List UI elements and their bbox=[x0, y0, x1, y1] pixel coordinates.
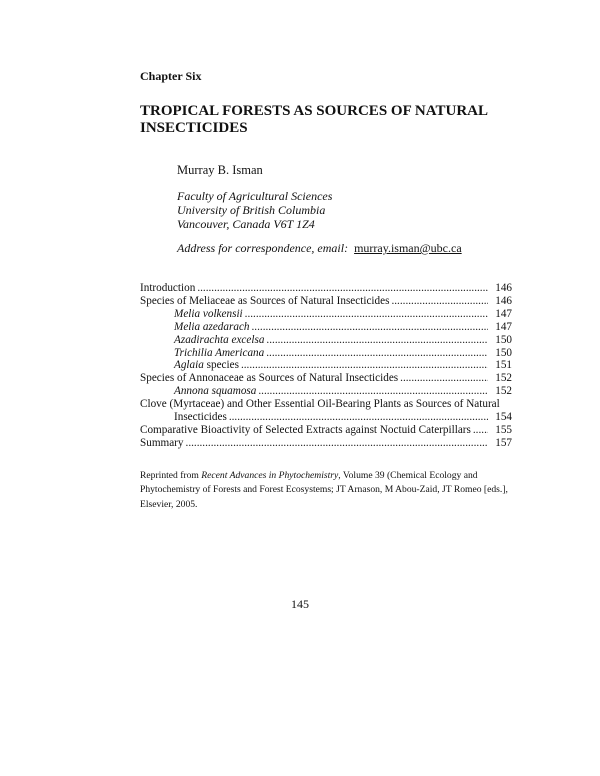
toc-entry-page: 146 bbox=[495, 282, 512, 294]
toc-entry[interactable] bbox=[140, 359, 512, 372]
affiliation-line: Faculty of Agricultural Sciences bbox=[177, 189, 333, 203]
affiliation-line: University of British Columbia bbox=[177, 203, 326, 217]
title-line-2: INSECTICIDES bbox=[140, 120, 248, 136]
affiliation bbox=[177, 189, 332, 231]
toc-entry-title: Melia volkensii bbox=[174, 307, 243, 320]
toc-entry-title: Introduction bbox=[140, 282, 196, 294]
toc-entry[interactable] bbox=[140, 424, 512, 437]
toc-entry[interactable] bbox=[140, 437, 512, 450]
email-link[interactable]: murray.isman@ubc.ca bbox=[354, 241, 462, 255]
toc-entry-page: 150 bbox=[495, 346, 512, 359]
toc-entry-page: 151 bbox=[495, 359, 512, 372]
toc-entry-title: Species of Meliaceae as Sources of Natural Insecticides bbox=[140, 294, 390, 307]
toc-genus: Aglaia bbox=[174, 359, 204, 372]
toc-entry-title: Species of Annonaceae as Sources of Natural Insecticides bbox=[140, 372, 399, 385]
toc-entry[interactable] bbox=[140, 372, 512, 385]
toc-entry-page: 146 bbox=[495, 294, 512, 307]
toc-entry-page: 147 bbox=[495, 307, 512, 320]
toc-entry-page: 157 bbox=[495, 436, 512, 449]
toc-entry[interactable] bbox=[140, 334, 512, 347]
toc-entry-title: Annona squamosa bbox=[174, 385, 257, 398]
toc-entry-title bbox=[174, 359, 239, 372]
chapter-title bbox=[140, 103, 540, 137]
toc-entry[interactable] bbox=[140, 321, 512, 334]
toc-entry[interactable] bbox=[140, 385, 512, 398]
correspondence bbox=[177, 241, 462, 256]
toc-entry-title: Comparative Bioactivity of Selected Extracts against Noctuid Caterpillars bbox=[140, 423, 471, 436]
correspondence-label: Address for correspondence, email: bbox=[177, 241, 349, 255]
title-line-1: TROPICAL FORESTS AS SOURCES OF NATURAL bbox=[140, 103, 488, 119]
toc-entry[interactable] bbox=[140, 308, 512, 321]
page-number: 145 bbox=[291, 597, 309, 611]
toc-entry-title: Trichilia Americana bbox=[174, 346, 265, 359]
toc-entry-title: Melia azedarach bbox=[174, 320, 250, 333]
reprint-prefix: Reprinted from bbox=[140, 470, 202, 481]
author-name: Murray B. Isman bbox=[177, 163, 263, 177]
reprint-details: , Volume 39 (Chemical Ecology and Phytochemistry of Forests and Forest Ecosystems; JT Arnason, M Abou-Zaid, JT Romeo [eds.], Elsevier, 2005. bbox=[140, 470, 508, 510]
affiliation-line: Vancouver, Canada V6T 1Z4 bbox=[177, 217, 315, 231]
toc-entry[interactable] bbox=[140, 295, 512, 308]
toc-entry-page: 155 bbox=[495, 423, 512, 436]
toc-entry-page: 150 bbox=[495, 333, 512, 346]
toc-entry[interactable] bbox=[140, 347, 512, 360]
toc-entry-page: 152 bbox=[495, 385, 512, 398]
toc-entry-title: Azadirachta excelsa bbox=[174, 333, 265, 346]
chapter-label: Chapter Six bbox=[140, 69, 202, 83]
toc-entry-title: Summary bbox=[140, 436, 184, 449]
reprint-note bbox=[140, 469, 520, 512]
toc-entry-continuation: Insecticides bbox=[174, 411, 227, 424]
toc-entry[interactable] bbox=[140, 398, 512, 424]
toc-entry-title: Clove (Myrtaceae) and Other Essential Oil-Bearing Plants as Sources of Natural bbox=[140, 398, 500, 411]
toc-entry-page: 152 bbox=[495, 372, 512, 385]
reprint-source: Recent Advances in Phytochemistry bbox=[201, 470, 339, 481]
toc-entry-page: 154 bbox=[495, 411, 512, 424]
toc-entry[interactable] bbox=[140, 282, 512, 295]
table-of-contents bbox=[140, 282, 512, 450]
toc-entry-page: 147 bbox=[495, 320, 512, 333]
toc-suffix: species bbox=[206, 359, 239, 372]
